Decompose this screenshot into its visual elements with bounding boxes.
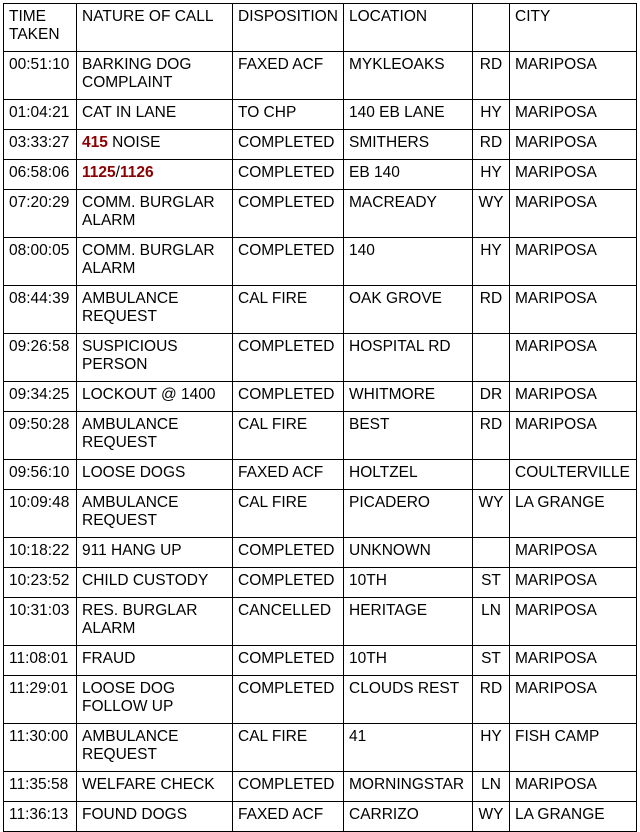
header-nature: NATURE OF CALL [77, 4, 233, 52]
city-cell: MARIPOSA [510, 538, 637, 568]
table-row [4, 460, 637, 490]
time-cell: 09:50:28 [4, 412, 77, 460]
table-row [4, 130, 637, 160]
nature-text: NOISE [107, 134, 161, 151]
city-cell: MARIPOSA [510, 130, 637, 160]
city-cell: MARIPOSA [510, 286, 637, 334]
time-cell: 10:23:52 [4, 568, 77, 598]
suffix-cell: LN [473, 598, 510, 646]
table-row [4, 334, 637, 382]
city-cell: MARIPOSA [510, 190, 637, 238]
location-cell: WHITMORE [344, 382, 473, 412]
nature-cell: COMM. BURGLAR ALARM [77, 190, 233, 238]
disposition-cell: COMPLETED [233, 772, 344, 802]
nature-cell: COMM. BURGLAR ALARM [77, 238, 233, 286]
disposition-cell: COMPLETED [233, 238, 344, 286]
disposition-cell: CAL FIRE [233, 286, 344, 334]
city-cell: MARIPOSA [510, 598, 637, 646]
city-cell: MARIPOSA [510, 334, 637, 382]
disposition-cell: COMPLETED [233, 676, 344, 724]
suffix-cell: ST [473, 568, 510, 598]
city-cell: MARIPOSA [510, 238, 637, 286]
disposition-cell: COMPLETED [233, 646, 344, 676]
location-cell: MYKLEOAKS [344, 52, 473, 100]
nature-cell: FRAUD [77, 646, 233, 676]
header-city: CITY [510, 4, 637, 52]
nature-cell: BARKING DOG COMPLAINT [77, 52, 233, 100]
table-row [4, 490, 637, 538]
suffix-cell: RD [473, 412, 510, 460]
suffix-cell: HY [473, 238, 510, 286]
location-cell: 41 [344, 724, 473, 772]
disposition-cell: COMPLETED [233, 538, 344, 568]
disposition-cell: COMPLETED [233, 382, 344, 412]
time-cell: 08:44:39 [4, 286, 77, 334]
city-cell: MARIPOSA [510, 646, 637, 676]
nature-cell: 911 HANG UP [77, 538, 233, 568]
nature-cell: AMBULANCE REQUEST [77, 490, 233, 538]
table-row [4, 190, 637, 238]
disposition-cell: FAXED ACF [233, 460, 344, 490]
disposition-cell: FAXED ACF [233, 52, 344, 100]
table-row [4, 538, 637, 568]
nature-cell: SUSPICIOUS PERSON [77, 334, 233, 382]
table-row [4, 100, 637, 130]
nature-cell: LOOSE DOGS [77, 460, 233, 490]
time-cell: 06:58:06 [4, 160, 77, 190]
time-cell: 11:29:01 [4, 676, 77, 724]
location-cell: SMITHERS [344, 130, 473, 160]
location-cell: OAK GROVE [344, 286, 473, 334]
nature-code-2: 1126 [119, 164, 154, 181]
call-log-table [3, 3, 637, 832]
disposition-cell: CANCELLED [233, 598, 344, 646]
table-row [4, 238, 637, 286]
suffix-cell [473, 334, 510, 382]
disposition-cell: CAL FIRE [233, 412, 344, 460]
location-cell: 10TH [344, 568, 473, 598]
suffix-cell: RD [473, 286, 510, 334]
location-cell: PICADERO [344, 490, 473, 538]
nature-cell: FOUND DOGS [77, 802, 233, 832]
disposition-cell: CAL FIRE [233, 724, 344, 772]
city-cell: MARIPOSA [510, 160, 637, 190]
disposition-cell: COMPLETED [233, 160, 344, 190]
nature-cell: AMBULANCE REQUEST [77, 286, 233, 334]
time-cell: 00:51:10 [4, 52, 77, 100]
table-row [4, 772, 637, 802]
suffix-cell: RD [473, 52, 510, 100]
nature-code: 1125 [82, 164, 116, 181]
table-row [4, 646, 637, 676]
time-cell: 10:09:48 [4, 490, 77, 538]
disposition-cell: FAXED ACF [233, 802, 344, 832]
suffix-cell: ST [473, 646, 510, 676]
time-cell: 09:56:10 [4, 460, 77, 490]
suffix-cell [473, 460, 510, 490]
time-cell: 10:31:03 [4, 598, 77, 646]
time-cell: 01:04:21 [4, 100, 77, 130]
nature-cell: CHILD CUSTODY [77, 568, 233, 598]
time-cell: 11:36:13 [4, 802, 77, 832]
city-cell: COULTERVILLE [510, 460, 637, 490]
suffix-cell: HY [473, 724, 510, 772]
table-row [4, 286, 637, 334]
location-cell: 10TH [344, 646, 473, 676]
disposition-cell: COMPLETED [233, 334, 344, 382]
time-cell: 11:35:58 [4, 772, 77, 802]
nature-cell: RES. BURGLAR ALARM [77, 598, 233, 646]
location-cell: BEST [344, 412, 473, 460]
location-cell: UNKNOWN [344, 538, 473, 568]
nature-cell: WELFARE CHECK [77, 772, 233, 802]
suffix-cell: WY [473, 190, 510, 238]
city-cell: MARIPOSA [510, 676, 637, 724]
location-cell: 140 [344, 238, 473, 286]
nature-cell: AMBULANCE REQUEST [77, 412, 233, 460]
suffix-cell: RD [473, 130, 510, 160]
nature-separator: / [115, 164, 120, 181]
table-row [4, 724, 637, 772]
suffix-cell [473, 538, 510, 568]
table-row [4, 160, 637, 190]
location-cell: 140 EB LANE [344, 100, 473, 130]
city-cell: MARIPOSA [510, 568, 637, 598]
location-cell: CLOUDS REST [344, 676, 473, 724]
disposition-cell: CAL FIRE [233, 490, 344, 538]
header-time: TIME TAKEN [4, 4, 77, 52]
nature-cell: LOCKOUT @ 1400 [77, 382, 233, 412]
nature-cell: CAT IN LANE [77, 100, 233, 130]
header-suffix [473, 4, 510, 52]
table-row [4, 676, 637, 724]
table-row [4, 802, 637, 832]
nature-code: 415 [82, 134, 108, 151]
nature-cell: AMBULANCE REQUEST [77, 724, 233, 772]
location-cell: CARRIZO [344, 802, 473, 832]
disposition-cell: TO CHP [233, 100, 344, 130]
suffix-cell: WY [473, 490, 510, 538]
table-row [4, 52, 637, 100]
suffix-cell: LN [473, 772, 510, 802]
city-cell: MARIPOSA [510, 382, 637, 412]
disposition-cell: COMPLETED [233, 190, 344, 238]
city-cell: FISH CAMP [510, 724, 637, 772]
time-cell: 11:30:00 [4, 724, 77, 772]
city-cell: MARIPOSA [510, 100, 637, 130]
location-cell: HERITAGE [344, 598, 473, 646]
disposition-cell: COMPLETED [233, 130, 344, 160]
header-row [4, 4, 637, 52]
time-cell: 11:08:01 [4, 646, 77, 676]
location-cell: EB 140 [344, 160, 473, 190]
city-cell: MARIPOSA [510, 412, 637, 460]
time-cell: 10:18:22 [4, 538, 77, 568]
location-cell: HOLTZEL [344, 460, 473, 490]
table-row [4, 412, 637, 460]
nature-cell [77, 160, 233, 190]
location-cell: MACREADY [344, 190, 473, 238]
time-cell: 09:34:25 [4, 382, 77, 412]
header-disposition: DISPOSITION [233, 4, 344, 52]
time-cell: 03:33:27 [4, 130, 77, 160]
time-cell: 08:00:05 [4, 238, 77, 286]
header-location: LOCATION [344, 4, 473, 52]
nature-cell [77, 130, 233, 160]
location-cell: HOSPITAL RD [344, 334, 473, 382]
suffix-cell: DR [473, 382, 510, 412]
suffix-cell: HY [473, 100, 510, 130]
time-cell: 07:20:29 [4, 190, 77, 238]
table-row [4, 382, 637, 412]
location-cell: MORNINGSTAR [344, 772, 473, 802]
city-cell: MARIPOSA [510, 52, 637, 100]
table-row [4, 598, 637, 646]
table-row [4, 568, 637, 598]
city-cell: LA GRANGE [510, 802, 637, 832]
city-cell: LA GRANGE [510, 490, 637, 538]
disposition-cell: COMPLETED [233, 568, 344, 598]
suffix-cell: HY [473, 160, 510, 190]
city-cell: MARIPOSA [510, 772, 637, 802]
suffix-cell: WY [473, 802, 510, 832]
time-cell: 09:26:58 [4, 334, 77, 382]
nature-cell: LOOSE DOG FOLLOW UP [77, 676, 233, 724]
suffix-cell: RD [473, 676, 510, 724]
